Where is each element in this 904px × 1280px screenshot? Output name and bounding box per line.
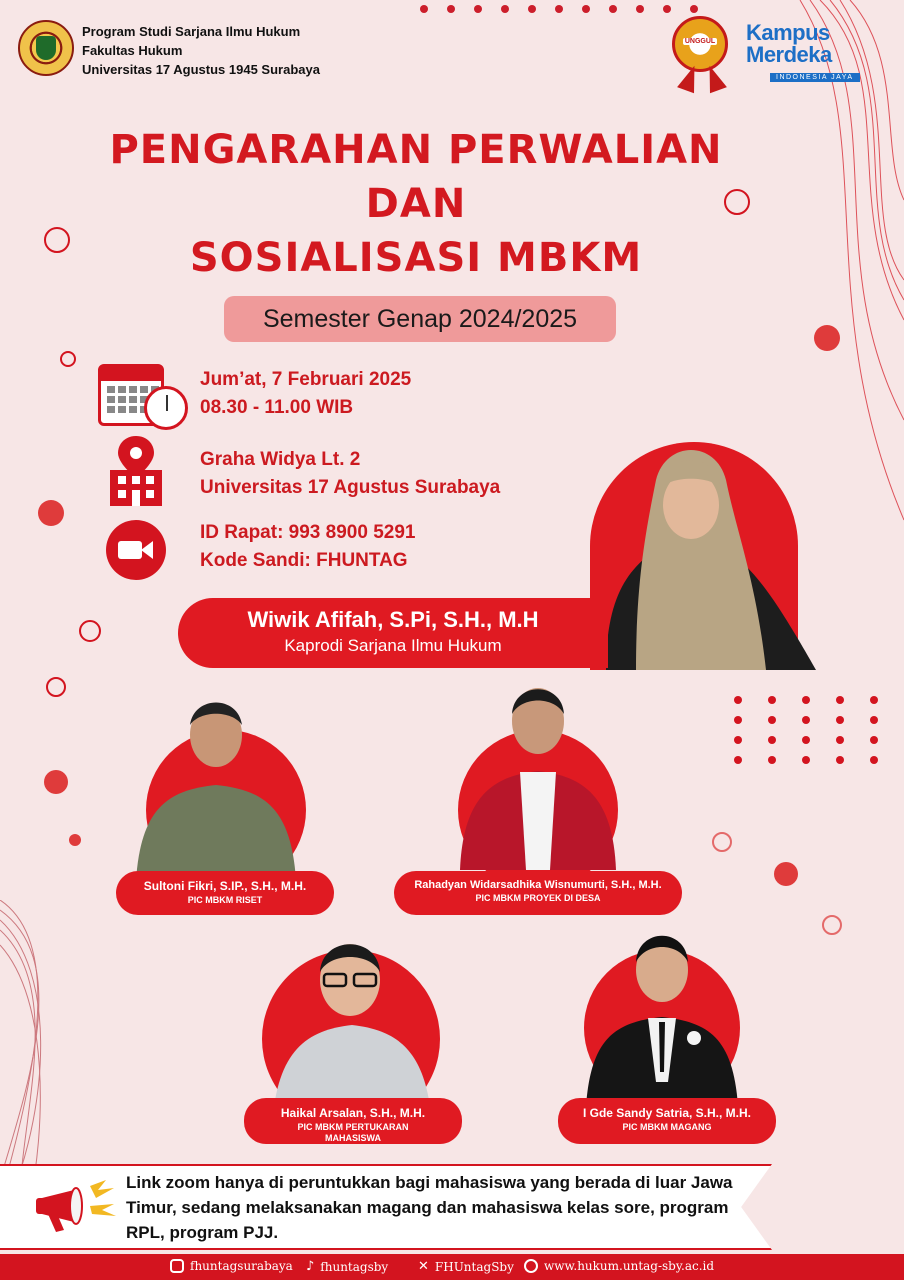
speaker-photo	[458, 676, 618, 870]
event-location	[200, 446, 500, 502]
speaker-nameplate	[244, 1098, 462, 1144]
deco-dot	[814, 325, 840, 351]
program-name: Program Studi Sarjana Ilmu Hukum	[82, 24, 301, 39]
speaker-role: PIC MBKM PERTUKARAN MAHASISWA	[297, 1122, 409, 1143]
speaker-name: I Gde Sandy Satria, S.H., M.H.	[582, 1106, 752, 1120]
faculty-name: Fakultas Hukum	[82, 43, 183, 58]
footer-instagram[interactable]	[170, 1259, 293, 1273]
deco-ring	[822, 915, 842, 935]
zoom-info	[200, 519, 415, 575]
speaker-nameplate	[558, 1098, 776, 1144]
footer-bar	[0, 1254, 904, 1280]
main-speaker-name: Wiwik Afifah, S.Pi, S.H., M.H	[247, 607, 539, 632]
speaker-role: PIC MBKM RISET	[187, 895, 263, 905]
video-call-icon	[106, 520, 166, 580]
title-line2: DAN	[365, 181, 467, 227]
location-line2: Universitas 17 Agustus Surabaya	[200, 477, 501, 498]
speaker-nameplate	[394, 871, 682, 915]
speaker-role: PIC MBKM MAGANG	[622, 1122, 712, 1132]
semester-pill: Semester Genap 2024/2025	[224, 296, 616, 342]
university-logo	[18, 20, 74, 76]
decorative-dot-grid	[734, 696, 878, 764]
decorative-curves-left	[0, 900, 70, 1200]
footer-x[interactable]	[418, 1259, 514, 1274]
location-line1: Graha Widya Lt. 2	[200, 449, 361, 470]
deco-ring	[60, 351, 76, 367]
tiktok-icon: ♪	[306, 1259, 315, 1274]
title-line3: SOSIALISASI MBKM	[189, 235, 643, 281]
footer-website[interactable]	[524, 1259, 714, 1273]
deco-ring	[724, 189, 750, 215]
meeting-passcode[interactable]: Kode Sandi: FHUNTAG	[200, 550, 408, 571]
deco-dot	[69, 834, 81, 846]
km-line2: Merdeka	[746, 42, 832, 67]
speaker-name: Sultoni Fikri, S.IP., S.H., M.H.	[143, 879, 307, 893]
megaphone-icon	[34, 1176, 120, 1236]
title-line1: PENGARAHAN PERWALIAN	[109, 127, 723, 173]
kampus-merdeka-logo	[746, 22, 866, 84]
instagram-icon	[170, 1259, 184, 1273]
deco-dot	[774, 862, 798, 886]
instagram-handle: fhuntagsurabaya	[190, 1259, 293, 1273]
decorative-dots-top	[420, 5, 698, 13]
accreditation-badge	[672, 16, 728, 72]
globe-icon	[524, 1259, 538, 1273]
university-name: Universitas 17 Agustus 1945 Surabaya	[82, 62, 320, 77]
deco-ring	[46, 677, 66, 697]
event-date-time	[200, 366, 411, 422]
location-building-icon	[110, 434, 162, 506]
speaker-role: PIC MBKM PROYEK DI DESA	[475, 893, 601, 903]
speaker-photo	[136, 690, 296, 880]
meeting-id[interactable]: ID Rapat: 993 8900 5291	[200, 522, 416, 543]
km-line1: Kampus	[746, 20, 830, 45]
speaker-photo	[272, 930, 432, 1126]
event-time: 08.30 - 11.00 WIB	[200, 397, 354, 418]
deco-dot	[38, 500, 64, 526]
badge-label: UNGGUL	[684, 38, 716, 45]
event-date: Jum’at, 7 Februari 2025	[200, 369, 412, 390]
speaker-nameplate	[116, 871, 334, 915]
website-url: www.hukum.untag-sby.ac.id	[544, 1259, 715, 1273]
main-speaker-role: Kaprodi Sarjana Ilmu Hukum	[284, 636, 502, 655]
deco-dot	[44, 770, 68, 794]
deco-ring	[79, 620, 101, 642]
x-icon: ✕	[418, 1259, 429, 1274]
deco-ring	[712, 832, 732, 852]
main-speaker-nameplate	[178, 598, 608, 668]
x-handle: FHUntagSby	[434, 1259, 514, 1274]
tiktok-handle: fhuntagsby	[320, 1259, 389, 1274]
notice-text: Link zoom hanya di peruntukkan bagi mahasiswa yang berada di luar Jawa Timur, sedang melaksanakan magang dan mahasiswa kelas sore, program RPL, program PJJ.	[126, 1173, 733, 1242]
km-tagline: INDONESIA JAYA	[770, 73, 860, 82]
speaker-photo	[586, 922, 738, 1106]
speaker-name: Rahadyan Widarsadhika Wisnumurti, S.H., M.H.	[414, 879, 662, 891]
speaker-name: Haikal Arsalan, S.H., M.H.	[280, 1106, 426, 1120]
institution-header	[82, 22, 320, 79]
footer-tiktok[interactable]	[306, 1259, 388, 1274]
deco-ring	[44, 227, 70, 253]
clock-icon	[144, 386, 188, 430]
